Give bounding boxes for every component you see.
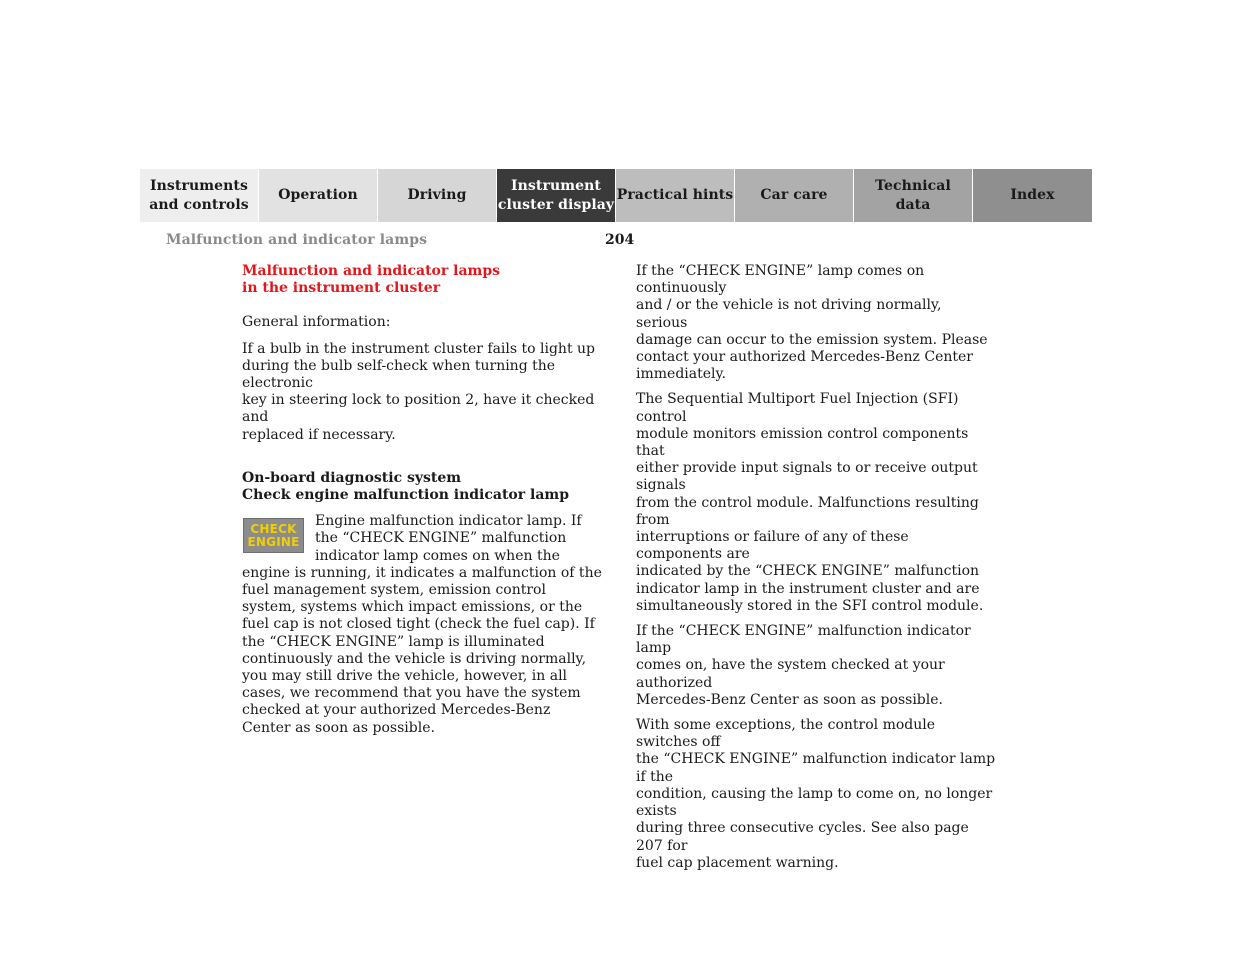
- tab-operation[interactable]: Operation: [259, 169, 377, 222]
- left-column: [242, 263, 602, 737]
- section-title: Malfunction and indicator lamps in the instrument cluster: [242, 263, 501, 297]
- section-tab-bar: [140, 169, 1095, 222]
- check-engine-lamp-spacer: [242, 513, 315, 564]
- tab-car-care[interactable]: Car care: [735, 169, 853, 222]
- running-head: Malfunction and indicator lamps: [166, 232, 428, 248]
- bulb-check-paragraph: If a bulb in the instrument cluster fails to light up during the bulb self-check when turning the electronic key in steering lock to position 2, have it checked and replaced if necessary.: [242, 340, 596, 443]
- check-engine-lamp-icon: [243, 518, 304, 553]
- right-paragraph: With some exceptions, the control module switches off the “CHECK ENGINE” malfunction indicator lamp if the condition, causing the lamp to come on, no longer exists during three consecutive cycles. See also page 207 for fuel cap placement warning.: [636, 717, 996, 871]
- lamp-label-line1: CHECK: [250, 521, 297, 536]
- obd-heading: On-board diagnostic system Check engine malfunction indicator lamp: [242, 469, 570, 504]
- right-paragraph: If the “CHECK ENGINE” lamp comes on continuously and / or the vehicle is not driving normally, serious damage can occur to the emission system. Please contact your authorized Mercedes-Benz Center immediately.: [636, 263, 988, 383]
- tab-instrument-cluster-display[interactable]: Instrument cluster display: [497, 169, 615, 222]
- right-paragraph: If the “CHECK ENGINE” malfunction indicator lamp comes on, have the system checked at your authorized Mercedes-Benz Center as soon as possible.: [636, 623, 971, 708]
- general-information-label: General information:: [242, 314, 391, 331]
- tab-instruments-and-controls[interactable]: Instruments and controls: [140, 169, 258, 222]
- right-paragraph: The Sequential Multiport Fuel Injection (SFI) control module monitors emission control components that either provide input signals to or receive output signals from the control module. Malfunctions resulting from interruptions or failure of any of these components are indicated by the “CHECK ENGINE” malfunction indicator lamp in the instrument cluster and are simultaneously stored in the SFI control module.: [636, 391, 984, 614]
- tab-index[interactable]: Index: [973, 169, 1092, 222]
- check-engine-block: [242, 513, 602, 737]
- tab-technical-data[interactable]: Technical data: [854, 169, 972, 222]
- tab-practical-hints[interactable]: Practical hints: [616, 169, 734, 222]
- check-engine-paragraph: Engine malfunction indicator lamp. If the “CHECK ENGINE” malfunction indicator lamp comes on when the engine is running, it indicates a malfunction of the fuel management system, emission control system, systems which impact emissions, or the fuel cap is not closed tight (check the fuel cap). If the “CHECK ENGINE” lamp is illuminated continuously and the vehicle is driving normally, you may still drive the vehicle, however, in all cases, we recommend that you have the system checked at your authorized Mercedes-Benz Center as soon as possible.: [242, 513, 602, 736]
- tab-driving[interactable]: Driving: [378, 169, 496, 222]
- lamp-label-line2: ENGINE: [247, 534, 300, 549]
- right-column: [636, 263, 996, 872]
- page-number: 204: [605, 232, 635, 248]
